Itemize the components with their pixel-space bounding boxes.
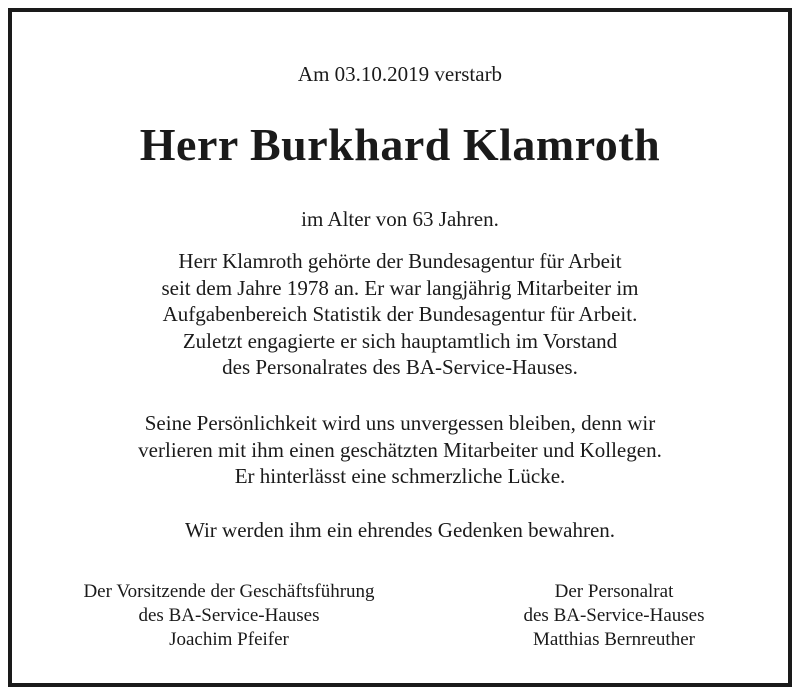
biography-line: seit dem Jahre 1978 an. Er war langjährig Mitarbeiter im xyxy=(161,275,639,300)
remembrance-paragraph xyxy=(12,410,788,490)
signature-right-organization: des BA-Service-Hauses xyxy=(523,605,705,626)
age-line: im Alter von 63 Jahren. xyxy=(301,207,499,231)
biography-line: Herr Klamroth gehörte der Bundesagentur für Arbeit xyxy=(178,249,622,273)
deceased-name: Herr Burkhard Klamroth xyxy=(139,119,661,170)
biography-line: des Personalrates des BA-Service-Hauses. xyxy=(222,355,578,379)
signature-right-person: Matthias Bernreuther xyxy=(533,629,695,650)
signature-right xyxy=(464,580,764,652)
signature-left-role: Der Vorsitzende der Geschäftsführung xyxy=(83,581,375,602)
biography-paragraph xyxy=(12,248,788,381)
signature-left-person: Joachim Pfeifer xyxy=(169,629,289,650)
closing-line: Wir werden ihm ein ehrendes Gedenken bewahren. xyxy=(184,518,616,542)
remembrance-line: verlieren mit ihm einen geschätzten Mitarbeiter und Kollegen. xyxy=(138,437,662,462)
signature-right-role: Der Personalrat xyxy=(554,581,674,602)
intro-line: Am 03.10.2019 verstarb xyxy=(297,62,503,86)
remembrance-line: Seine Persönlichkeit wird uns unvergessen bleiben, denn wir xyxy=(144,411,656,435)
biography-line: Aufgabenbereich Statistik der Bundesagentur für Arbeit. xyxy=(162,302,638,326)
signature-left-organization: des BA-Service-Hauses xyxy=(138,605,320,626)
remembrance-line: Er hinterlässt eine schmerzliche Lücke. xyxy=(234,464,566,488)
signature-left xyxy=(64,580,394,652)
biography-line: Zuletzt engagierte er sich hauptamtlich im Vorstand xyxy=(182,328,618,353)
obituary-frame xyxy=(8,8,792,687)
